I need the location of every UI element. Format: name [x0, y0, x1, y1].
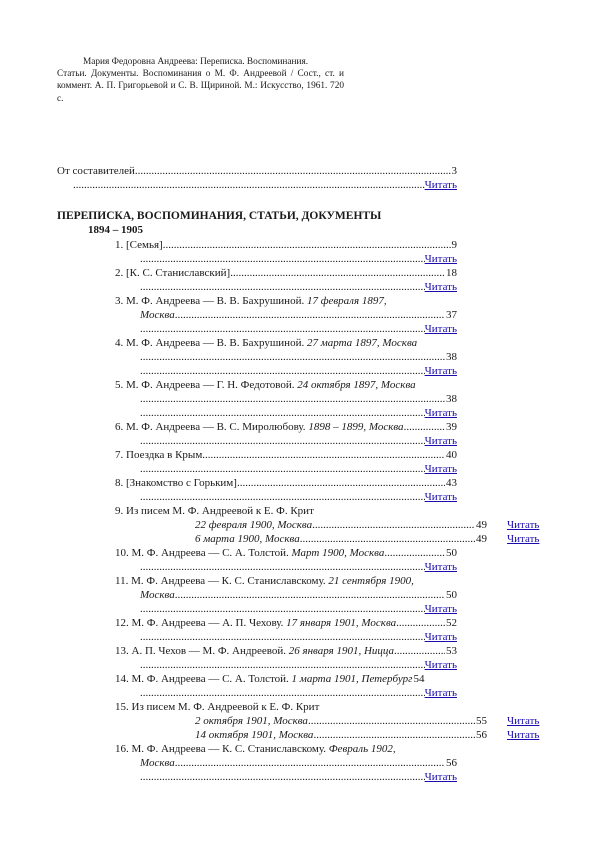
- read-link[interactable]: Читать: [424, 631, 457, 643]
- read-link[interactable]: Читать: [424, 323, 457, 335]
- toc-read-row: [140, 407, 457, 420]
- read-link[interactable]: Читать: [424, 281, 457, 293]
- toc-page-number: 56: [476, 729, 487, 741]
- toc-entry-title: 10. М. Ф. Андреева — С. А. Толстой.: [115, 547, 289, 559]
- read-link[interactable]: Читать: [424, 463, 457, 475]
- toc-entry-11: [115, 575, 414, 588]
- toc-entry-7: [115, 449, 457, 462]
- read-link[interactable]: Читать: [424, 491, 457, 503]
- toc-read-row: [140, 631, 457, 644]
- toc-entry-title: 4. М. Ф. Андреева — В. В. Бахрушиной.: [115, 337, 305, 349]
- read-link[interactable]: Читать: [507, 715, 540, 727]
- toc-sub-entry: [195, 533, 487, 546]
- toc-page-row: [140, 351, 457, 364]
- toc-page-number: 37: [446, 309, 457, 321]
- toc-entry-4: [115, 337, 417, 350]
- toc-page-number: 9: [451, 239, 457, 251]
- read-link[interactable]: Читать: [424, 687, 457, 699]
- read-link[interactable]: Читать: [507, 729, 540, 741]
- toc-read-row: [140, 603, 457, 616]
- toc-entry-title: 3. М. Ф. Андреева — В. В. Бахрушиной.: [115, 295, 305, 307]
- toc-entry-10: [115, 547, 457, 560]
- toc-page-number: 52: [446, 617, 457, 629]
- toc-entry-date: Март 1900, Москва: [291, 547, 385, 559]
- toc-read-row: [140, 323, 457, 336]
- toc-page-row: [140, 393, 457, 406]
- section-period: 1894 – 1905: [88, 224, 143, 236]
- toc-page-number: 3: [451, 165, 457, 177]
- toc-page-number: 40: [446, 449, 457, 461]
- toc-intro-title: От составителей: [57, 165, 135, 177]
- toc-entry-8: [115, 477, 457, 490]
- toc-entry-title: 14. М. Ф. Андреева — С. А. Толстой.: [115, 673, 289, 685]
- toc-entry-5: [115, 379, 416, 392]
- read-link[interactable]: Читать: [424, 179, 457, 191]
- toc-entry-date: 2 октября 1901, Москва: [195, 715, 308, 727]
- toc-entry-2: [115, 267, 457, 280]
- toc-read-row: [140, 659, 457, 672]
- toc-entry-3: [115, 295, 387, 308]
- toc-entry-15: [115, 701, 319, 714]
- toc-page-number: 18: [446, 267, 457, 279]
- toc-read-row: [140, 491, 457, 504]
- read-link[interactable]: Читать: [424, 561, 457, 573]
- toc-page-number: 53: [446, 645, 457, 657]
- read-link[interactable]: Читать: [424, 365, 457, 377]
- bibliography-rest: Статьи. Документы. Воспоминания о М. Ф. Андреевой / Сост., ст. и коммент. А. П. Григорьевой и С. В. Щириной. М.: Искусство, 1961. 720 с.: [57, 69, 344, 104]
- toc-entry-title: 7. Поездка в Крым: [115, 449, 203, 461]
- toc-page-number: 49: [476, 519, 487, 531]
- toc-read-row: [140, 281, 457, 294]
- toc-entry-title: 6. М. Ф. Андреева — В. С. Миролюбову.: [115, 421, 306, 433]
- toc-entry-16: [115, 743, 396, 756]
- read-link[interactable]: Читать: [424, 659, 457, 671]
- toc-page-number: 43: [446, 477, 457, 489]
- toc-entry-date: 6 марта 1900, Москва: [195, 533, 300, 545]
- toc-entry-title: 9. Из писем М. Ф. Андреевой к Е. Ф. Крит: [115, 505, 314, 517]
- toc-intro: [57, 165, 457, 178]
- toc-entry-place: Москва: [140, 309, 175, 321]
- toc-entry-14: [115, 673, 457, 686]
- toc-entry-title: 15. Из писем М. Ф. Андреевой к Е. Ф. Крит: [115, 701, 320, 713]
- toc-page-number: 54: [413, 673, 425, 685]
- toc-entry-9: [115, 505, 314, 518]
- toc-entry-place: Москва: [140, 757, 175, 769]
- toc-entry-13: [115, 645, 457, 658]
- bibliographic-description: [57, 56, 344, 105]
- toc-entry-title: 1. [Семья]: [115, 239, 163, 251]
- toc-entry-6: [115, 421, 457, 434]
- read-link[interactable]: Читать: [424, 253, 457, 265]
- toc-read-row: [140, 253, 457, 266]
- toc-page-number: 55: [476, 715, 487, 727]
- toc-read-row: [140, 463, 457, 476]
- read-link[interactable]: Читать: [424, 407, 457, 419]
- toc-page-number: 39: [446, 421, 457, 433]
- read-link[interactable]: Читать: [424, 771, 457, 783]
- toc-entry-date: 27 марта 1897, Москва: [306, 337, 418, 349]
- toc-entry-date: 22 февраля 1900, Москва: [195, 519, 313, 531]
- toc-page-number: 50: [446, 589, 457, 601]
- section-heading: ПЕРЕПИСКА, ВОСПОМИНАНИЯ, СТАТЬИ, ДОКУМЕНТЫ: [57, 210, 382, 222]
- toc-entry-3-cont: [140, 309, 457, 322]
- toc-page-number: 49: [476, 533, 487, 545]
- toc-page-number: 56: [446, 757, 457, 769]
- toc-page-number: 38: [446, 393, 457, 405]
- toc-entry-title: 12. М. Ф. Андреева — А. П. Чехову.: [115, 617, 284, 629]
- toc-entry-date: 14 октября 1901, Москва: [195, 729, 314, 741]
- toc-read-row: [140, 687, 457, 700]
- toc-entry-title: 16. М. Ф. Андреева — К. С. Станиславскому.: [115, 743, 327, 755]
- read-link[interactable]: Читать: [424, 435, 457, 447]
- toc-page-number: 50: [446, 547, 457, 559]
- read-link[interactable]: Читать: [424, 603, 457, 615]
- toc-sub-entry: [195, 519, 487, 532]
- toc-entry-title: 8. [Знакомство с Горьким]: [115, 477, 237, 489]
- toc-entry-title: 11. М. Ф. Андреева — К. С. Станиславскому.: [115, 575, 326, 587]
- toc-entry-11-cont: [140, 589, 457, 602]
- toc-entry-date: 26 января 1901, Ницца: [288, 645, 395, 657]
- toc-entry-1: [115, 239, 457, 252]
- toc-sub-entry: [195, 715, 487, 728]
- toc-entry-date: 1898 – 1899, Москва: [308, 421, 404, 433]
- toc-entry-date: 24 октября 1897, Москва: [297, 379, 416, 391]
- toc-entry-12: [115, 617, 457, 630]
- toc-entry-date: Февраль 1902,: [328, 743, 396, 755]
- toc-entry-16-cont: [140, 757, 457, 770]
- toc-read-row: [140, 561, 457, 574]
- toc-read-row: [73, 179, 457, 192]
- toc-read-row: [140, 771, 457, 784]
- toc-page-number: 38: [446, 351, 457, 363]
- toc-entry-title: 2. [К. С. Станиславский]: [115, 267, 231, 279]
- toc-entry-title: 13. А. П. Чехов — М. Ф. Андреевой.: [115, 645, 286, 657]
- toc-entry-date: 17 февраля 1897,: [306, 295, 387, 307]
- toc-read-row: [140, 435, 457, 448]
- read-link[interactable]: Читать: [507, 519, 540, 531]
- toc-entry-date: 1 марта 1901, Петербург: [291, 673, 413, 685]
- toc-read-row: [140, 365, 457, 378]
- toc-entry-place: Москва: [140, 589, 175, 601]
- toc-entry-title: 5. М. Ф. Андреева — Г. Н. Федотовой.: [115, 379, 295, 391]
- bibliography-line-1: Мария Федоровна Андреева: Переписка. Воспоминания.: [83, 57, 309, 67]
- toc-entry-date: 21 сентября 1900,: [328, 575, 414, 587]
- toc-entry-date: 17 января 1901, Москва: [286, 617, 397, 629]
- toc-sub-entry: [195, 729, 487, 742]
- read-link[interactable]: Читать: [507, 533, 540, 545]
